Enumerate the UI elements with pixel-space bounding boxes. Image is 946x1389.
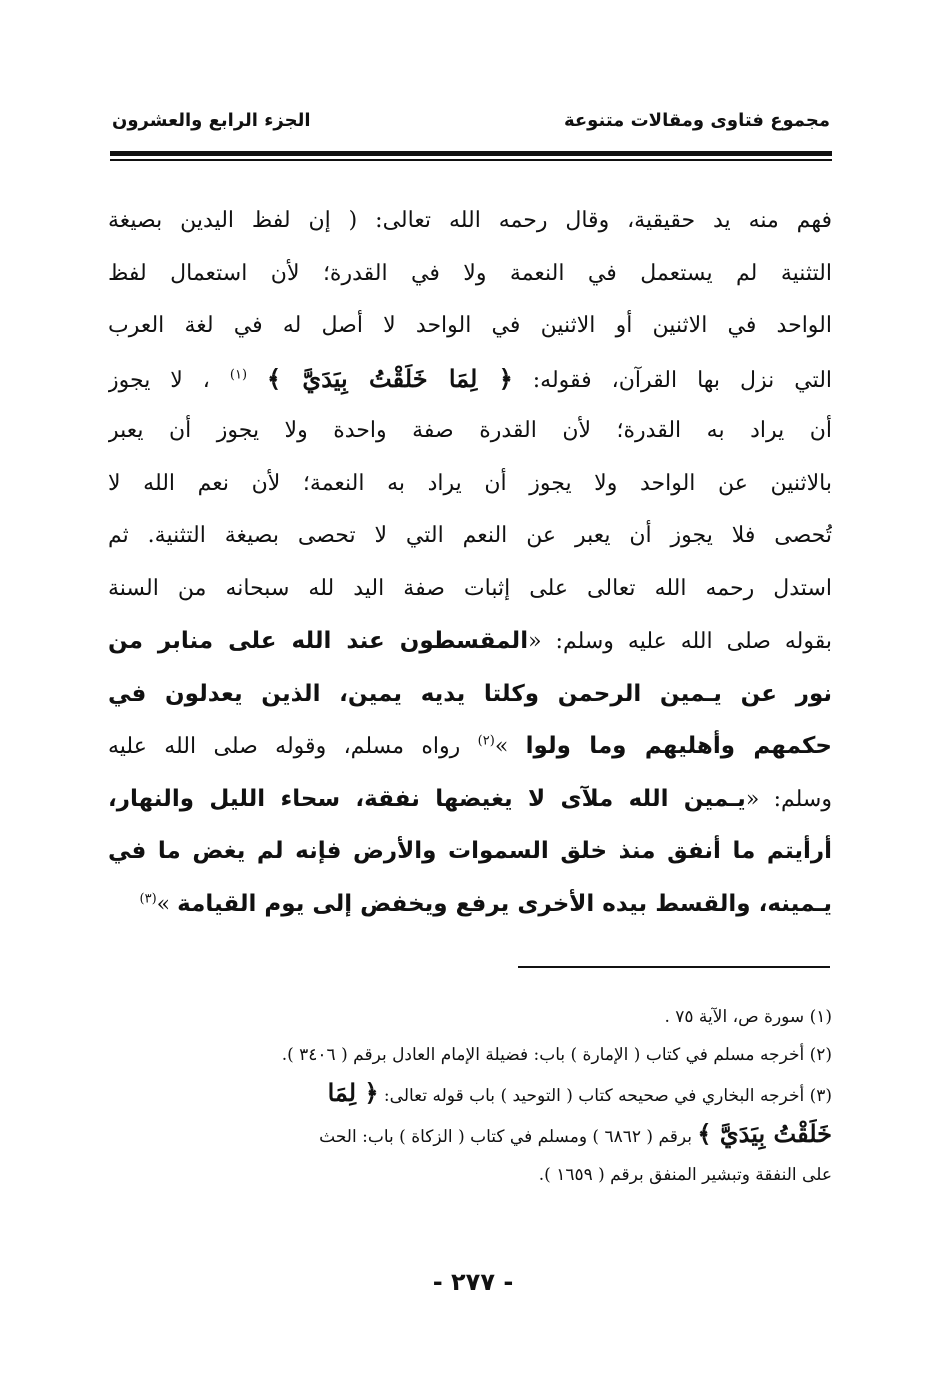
volume-label: الجزء الرابع والعشرون: [112, 110, 311, 131]
footnote-ref: (٣): [139, 891, 157, 907]
header-rule-thin: [110, 159, 832, 161]
book-title: مجموع فتاوى ومقالات متنوعة: [563, 110, 830, 131]
hadith-text: يـمين الله ملآى لا يغيضها نفقة، سحاء الليل والنهار،: [108, 785, 746, 812]
text-line: بالاثنين عن الواحد ولا يجوز أن يراد به النعمة؛ لأن نعم الله لا: [108, 470, 832, 496]
hadith-text: نور عن يـمين الرحمن وكلتا يديه يمين، الذين يعدلون في: [108, 680, 832, 707]
text-segment: وسلم: «: [745, 786, 832, 812]
text-line: فهم منه يد حقيقية، وقال رحمه الله تعالى: ( إن لفظ اليدين بصيغة: [108, 208, 832, 233]
footnote-3-continued: [108, 1115, 832, 1156]
footnote-2: (٢) أخرجه مسلم في كتاب ( الإمارة ) باب: فضيلة الإمام العادل برقم ( ٣٤٠٦ ).: [281, 1045, 832, 1065]
text-segment: رواه مسلم، وقوله صلى الله عليه: [108, 734, 461, 759]
footnotes: [108, 998, 832, 1194]
quote-close: »: [494, 734, 509, 759]
hadith-text: يـمينه، والقسط بيده الأخرى يرفع ويخفض إلى يوم القيامة: [177, 890, 832, 917]
footnote-text: (٣) أخرجه البخاري في صحيحه كتاب ( التوحيد ) باب قوله تعالى:: [383, 1086, 832, 1106]
footnote-3-continued: على النفقة وتبشير المنفق برقم ( ١٦٥٩ ).: [538, 1165, 832, 1185]
footnote-ref: (٢): [477, 733, 495, 749]
quran-verse: ﴿ لِمَا: [327, 1078, 379, 1107]
footnote-3: [108, 1074, 832, 1115]
footnote-separator: [518, 966, 830, 968]
running-header: [112, 110, 830, 146]
quran-verse: خَلَقْتُ بِيَدَيَّ ﴾: [697, 1119, 832, 1148]
text-line: أن يراد به القدرة؛ لأن القدرة صفة واحدة ولا يجوز أن يعبر: [108, 418, 832, 443]
text-line: [108, 720, 832, 773]
quote-close: »: [156, 891, 171, 917]
text-segment: ، لا يجوز: [108, 367, 210, 393]
text-line: تُحصى فلا يجوز أن يعبر عن النعم التي لا تحصى بصيغة التثنية. ثم: [108, 523, 832, 548]
footnote-1: (١) سورة ص، الآية ٧٥ .: [664, 1007, 832, 1027]
text-segment: التي نزل بها القرآن، فقوله:: [532, 367, 832, 393]
text-line: [108, 878, 832, 931]
main-text: [108, 195, 832, 930]
text-line: التثنية لم يستعمل في النعمة ولا في القدرة؛ لأن استعمال لفظ: [108, 260, 832, 286]
footnote-text: برقم ( ٦٨٦٢ ) ومسلم في كتاب ( الزكاة ) باب: الحث: [319, 1127, 693, 1147]
text-line: استدل رحمه الله تعالى على إثبات صفة اليد لله سبحانه من السنة: [108, 575, 832, 601]
text-line: [108, 353, 832, 406]
text-line: [108, 668, 832, 721]
text-line: [108, 773, 832, 826]
text-line: [108, 825, 832, 878]
hadith-text: المقسطون عند الله على منابر من: [108, 628, 529, 654]
footnote-ref: (١): [229, 367, 248, 383]
text-line: [108, 615, 832, 668]
text-segment: بقوله صلى الله عليه وسلم: «: [528, 629, 832, 654]
hadith-text: أرأيتم ما أنفق منذ خلق السموات والأرض فإنه لم يغض ما في: [108, 838, 832, 864]
quran-verse: ﴿ لِمَا خَلَقْتُ بِيَدَيَّ ﴾: [267, 363, 513, 393]
header-rule-thick: [110, 151, 832, 156]
text-line: الواحد في الاثنين أو الاثنين في الواحد لا أصل له في لغة العرب: [108, 313, 832, 338]
hadith-text: حكمهم وأهليهم وما ولوا: [525, 733, 832, 759]
page-number: - ٢٧٧ -: [432, 1268, 514, 1296]
